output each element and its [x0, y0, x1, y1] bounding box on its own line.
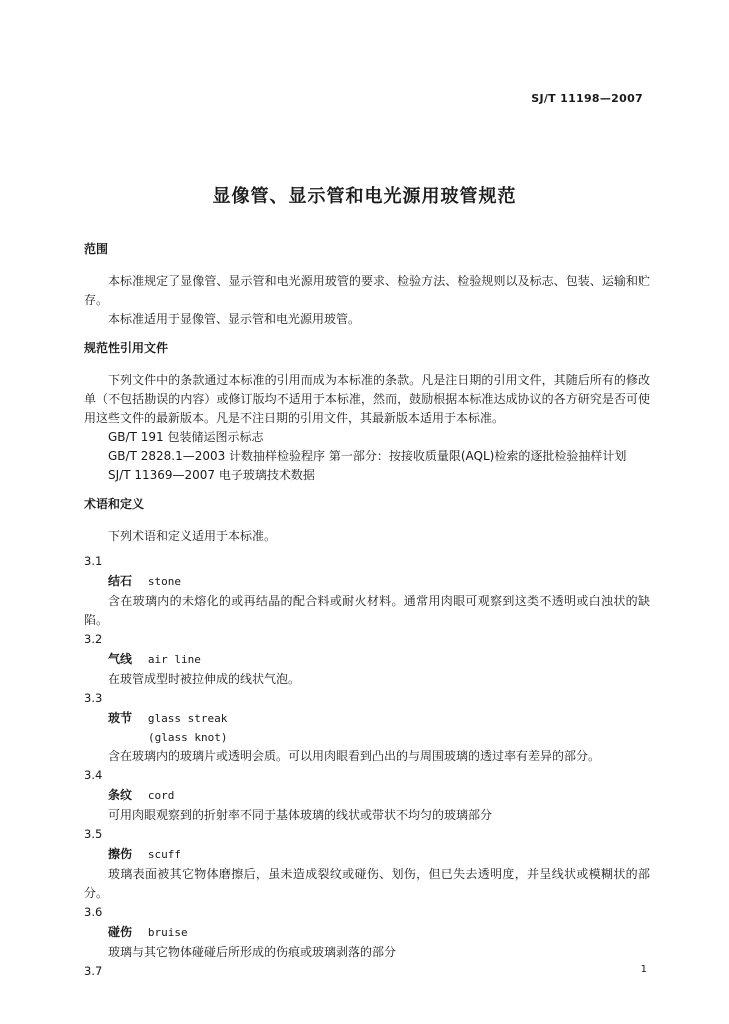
term-chinese: 碰伤 [108, 925, 133, 939]
document-title: 显像管、显示管和电光源用玻管规范 [212, 186, 517, 207]
term-definition: 在玻管成型时被拉伸成的线状气泡。 [108, 672, 301, 686]
term-alternate-english: (glass knot) [148, 731, 228, 744]
page-number: 1 [640, 964, 647, 975]
term-chinese: 结石 [108, 574, 133, 588]
term-chinese: 条纹 [108, 788, 133, 802]
term-chinese: 气线 [108, 652, 133, 666]
normative-paragraph: 下列文件中的条款通过本标准的引用而成为本标准的条款。凡是注日期的引用文件，其随后所有的修改单（不包括勘误的内容）或修订版均不适用于本标准，然而，鼓励根据本标准达成协议的各方研究是否可使用这些文件的最新版本。凡是不注日期的引用文件，其最新版本适用于本标准。 [84, 373, 650, 425]
reference-item: SJ/T 11369—2007 电子玻璃技术数据 [108, 468, 315, 482]
term-chinese: 擦伤 [108, 847, 133, 861]
term-english: scuff [147, 848, 181, 861]
term-chinese: 玻节 [108, 711, 133, 725]
term-english: stone [147, 575, 181, 588]
term-number: 3.4 [84, 768, 103, 782]
term-number: 3.2 [84, 632, 103, 646]
term-definition: 玻璃与其它物体碰碰后所形成的伤痕或玻璃剥落的部分 [108, 945, 397, 959]
terms-intro: 下列术语和定义适用于本标准。 [108, 529, 277, 543]
section-heading-scope: 范围 [84, 242, 109, 256]
scope-paragraph-1: 本标准规定了显像管、显示管和电光源用玻管的要求、检验方法、检验规则以及标志、包装、运输和贮存。 [84, 274, 650, 307]
reference-item: GB/T 2828.1—2003 计数抽样检验程序 第一部分：按接收质量限(AQL)检索的逐批检验抽样计划 [108, 449, 627, 463]
term-entry [84, 786, 650, 805]
term-entry [84, 709, 650, 728]
term-entry [84, 923, 650, 942]
term-entry [84, 845, 650, 864]
term-definition: 含在玻璃内的玻璃片或透明会质。可以用肉眼看到凸出的与周围玻璃的透过率有差异的部分。 [108, 749, 601, 763]
section-heading-terms: 术语和定义 [84, 497, 145, 511]
term-entry [84, 572, 650, 591]
term-entry [84, 650, 650, 669]
document-body [84, 240, 650, 982]
term-number: 3.7 [84, 964, 103, 978]
section-heading-normative-references: 规范性引用文件 [84, 341, 169, 355]
term-definition: 含在玻璃内的未熔化的或再结晶的配合料或耐火材料。通常用肉眼可观察到这类不透明或白浊状的缺陷。 [84, 594, 650, 627]
term-number: 3.6 [84, 905, 103, 919]
reference-item: GB/T 191 包装储运图示标志 [108, 430, 264, 444]
term-number: 3.3 [84, 691, 103, 705]
term-definition: 可用肉眼观察到的折射率不同于基体玻璃的线状或带状不均匀的玻璃部分 [108, 808, 493, 822]
term-number: 3.1 [84, 554, 103, 568]
term-english: bruise [147, 926, 188, 939]
term-number: 3.5 [84, 827, 103, 841]
standard-code: SJ/T 11198—2007 [531, 92, 643, 105]
term-english: air line [147, 653, 201, 666]
term-english: cord [147, 789, 175, 802]
term-definition: 玻璃表面被其它物体磨擦后，虽未造成裂纹或碰伤、划伤，但已失去透明度，并呈线状或模糊状的部分。 [84, 867, 650, 900]
scope-paragraph-2: 本标准适用于显像管、显示管和电光源用玻管。 [108, 312, 361, 326]
term-english: glass streak [147, 712, 228, 725]
